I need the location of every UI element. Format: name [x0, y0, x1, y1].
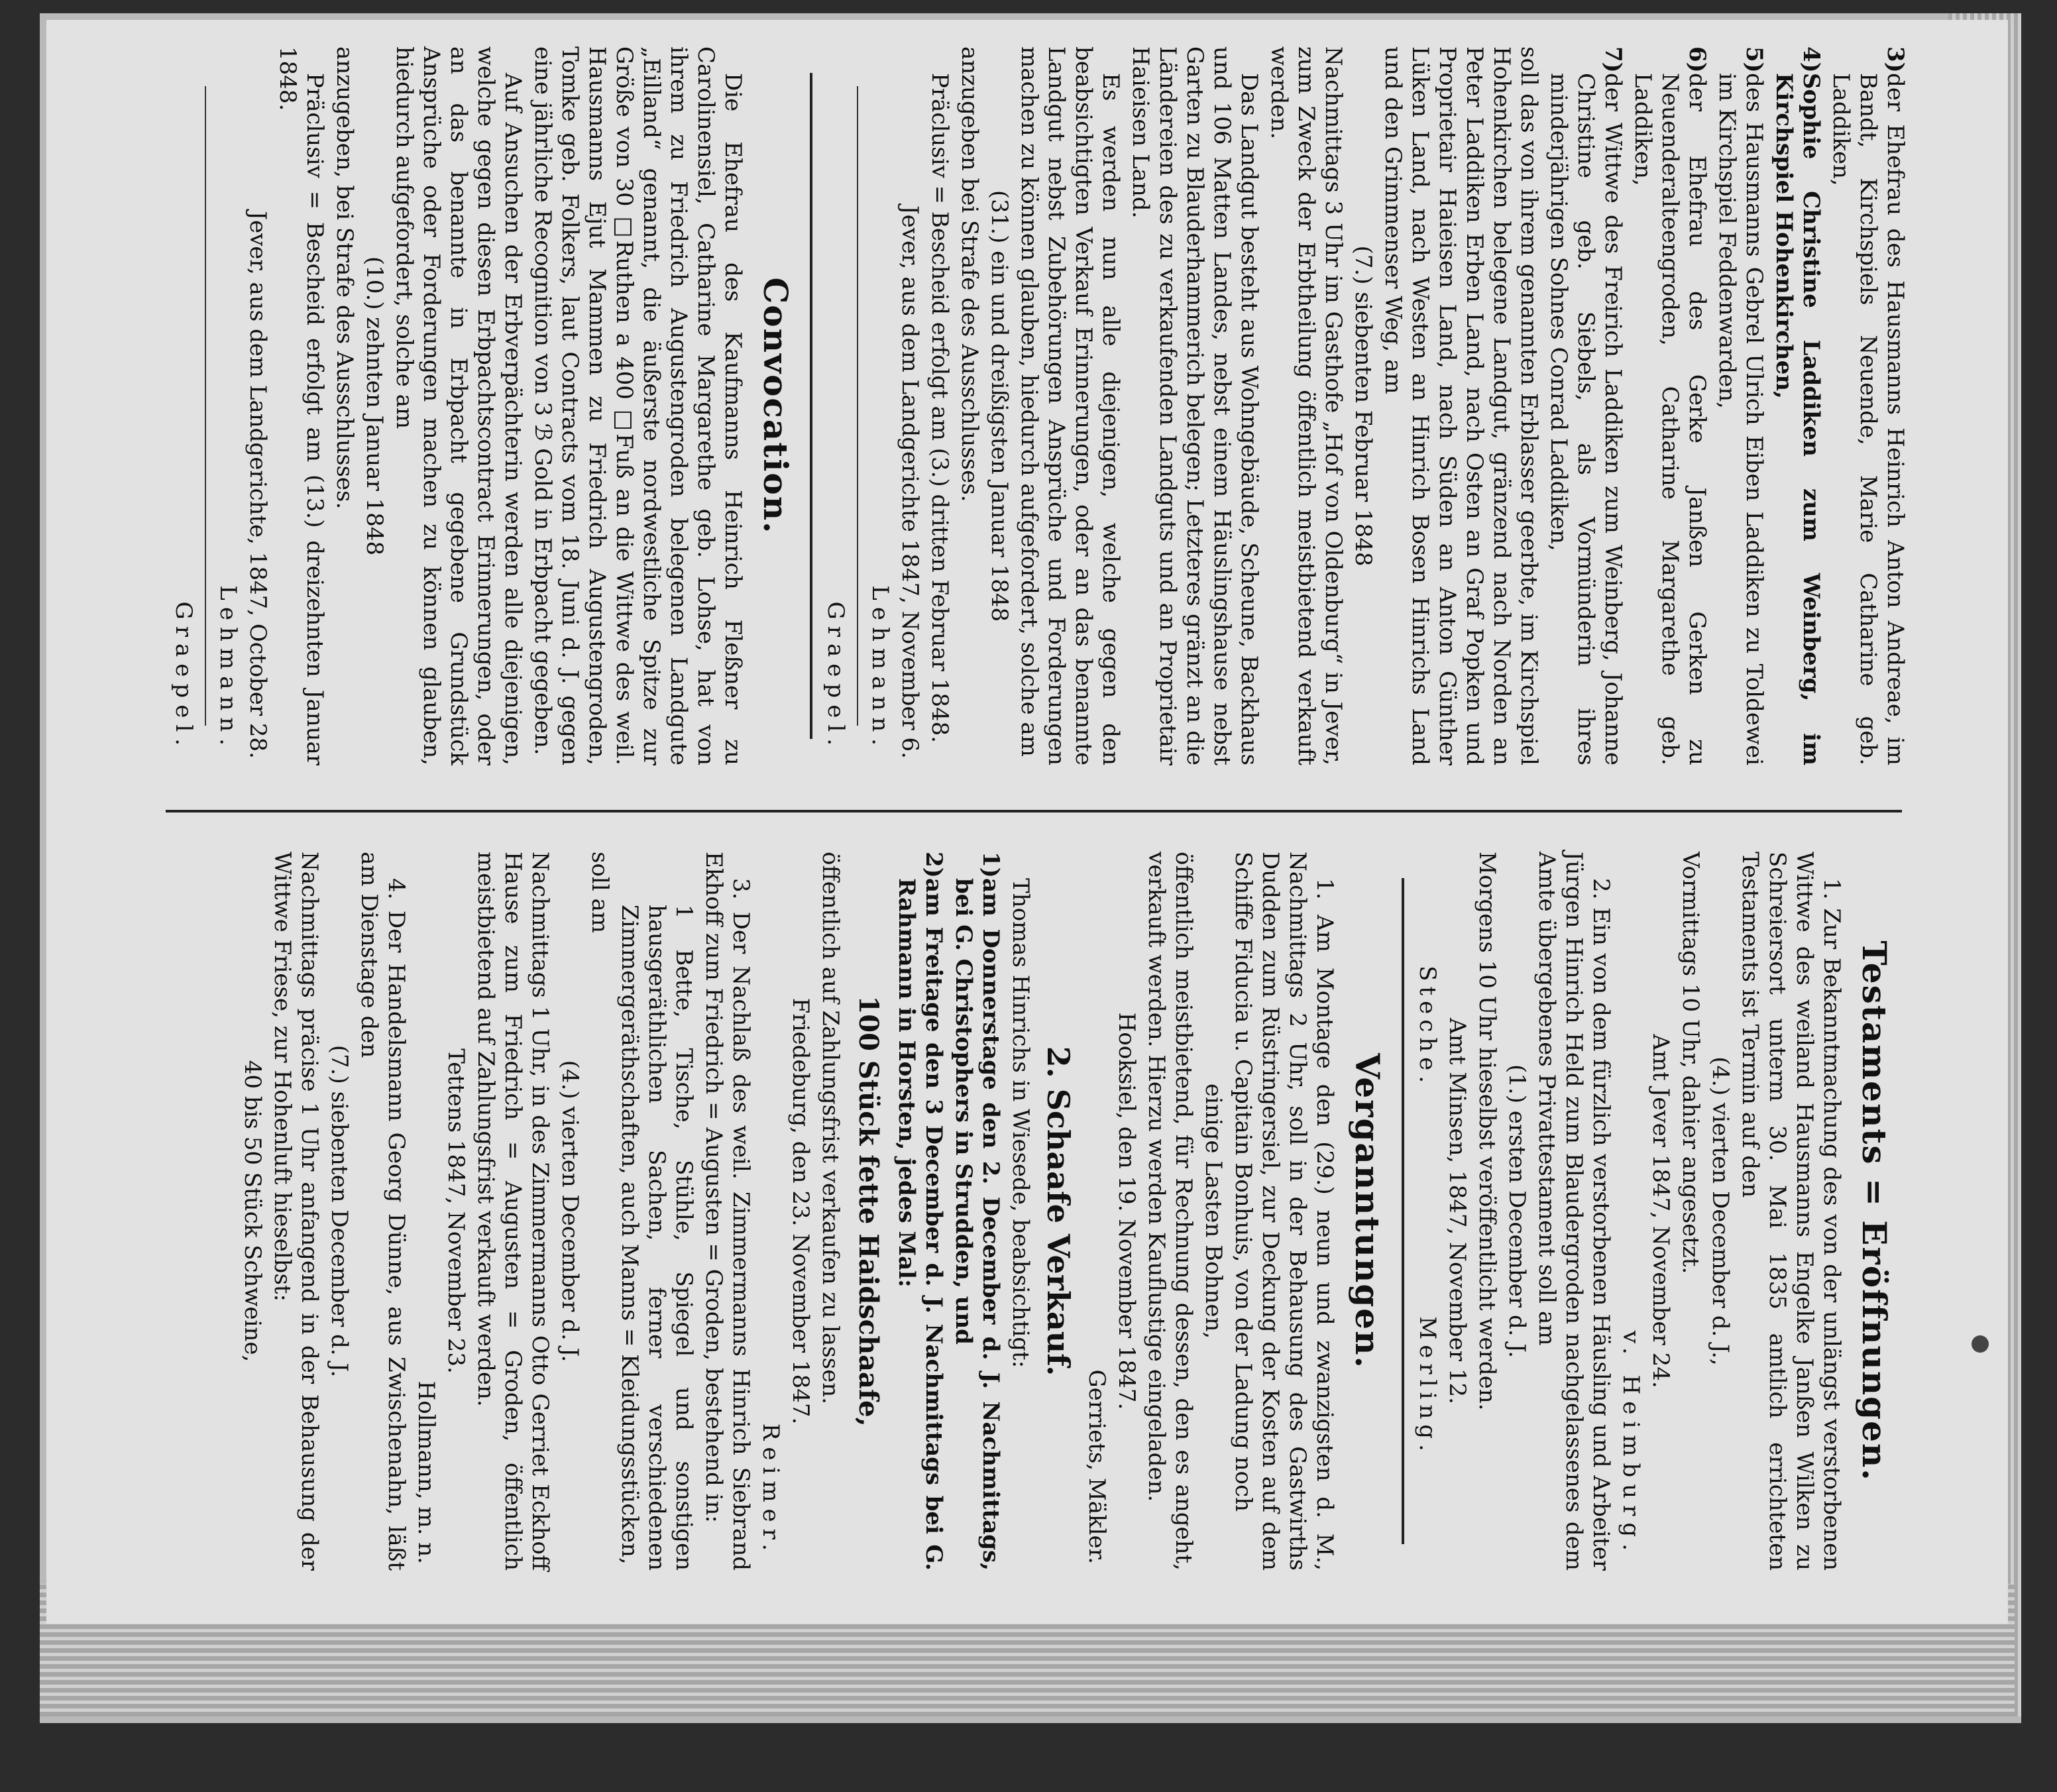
auction-1-goods: einige Lasten Bohnen,: [1200, 1083, 1227, 1339]
rotated-text-frame: [46, 20, 2008, 1597]
item-text: des Hausmanns Gebrel Ulrich Eiben Laddiken zu Toldewei im Kirchspiel Feddenwarden,: [1714, 73, 1767, 765]
auction-3: 3. Der Nachlaß des weil. Zimmermanns Hinrich Siebrand Ekhoff zum Friedrich = Augusten = Groden, bestehend in:: [700, 852, 754, 1571]
convocation-signature-lehmann: Lehmann.: [215, 585, 241, 752]
list-item: [1713, 46, 1767, 765]
auction-3-list: 1 Bette, Tische, Stühle, Spiegel und sonstigen hausgeräthlichen Sachen, ferner verschiedenen Zimmergeräthschaften, auch Manns = Kleidungsstücken,: [616, 905, 697, 1571]
item-number: 7): [1600, 46, 1626, 73]
left-column: [152, 46, 1909, 765]
testament-2-place: Amt Minsen, 1847, November 12.: [1444, 1018, 1471, 1404]
item-text: der Ehefrau des Gerke Janßen Gerken zu Neuenderalteengroden, Catharine Margarethe geb. Laddiken,: [1630, 73, 1710, 765]
section-rule: [1402, 878, 1404, 1544]
item-number: 6): [1684, 46, 1710, 73]
sheep-sale-title: 2. Schaafe Verkauf.: [1040, 1046, 1076, 1376]
claims-paragraph: Es werden nun alle diejenigen, welche gegen den beabsichtigten Verkauf Erinnerungen, oder an das benannte Landgut nebst Zubehörungen Ansprüche und Forderungen machen zu können glauben, hiedurch aufgefordert, solche am: [1016, 46, 1124, 765]
signature-divider: [857, 86, 858, 726]
list-item: [1629, 46, 1710, 765]
convocation-paragraph-2: Auf Ansuchen der Erbverpächterin werden alle diejenigen, welche gegen diesen Erbpachtscontract Erinnerungen, oder an das benannte in Erbpacht gegebene Grundstück Ansprüche oder Forderungen machen zu können glauben, hiedurch aufgefordert, solche am: [391, 46, 526, 765]
auction-1-signature: Gerriets, Mäkler.: [1084, 1369, 1110, 1564]
convocation-praeclusiv: Präclusiv = Bescheid erfolgt am (13.) dreizehnten Januar 1848.: [274, 46, 328, 765]
item-text: Sophie Christine Laddiken zum Weinberg, im Kirchspiel Hohenkirchen,: [1771, 73, 1824, 765]
testament-2: 2. Ein von dem fürzlich verstorbenen Häusling und Arbeiter Jürgen Hinrich Held zum Blaudergroden nachgelassenes dem Amte übergebenes Privattestament soll am: [1533, 852, 1614, 1571]
item-number: 4): [1798, 46, 1824, 73]
auction-4-goods: 40 bis 50 Stück Schweine,: [239, 1060, 266, 1363]
sheep-sale-tail: öffentlich auf Zahlungsfrist verkaufen zu lassen.: [817, 852, 844, 1404]
auction-1-tail: öffentlich meistbietend, für Rechnung dessen, den es angeht, verkauft werden. Hierzu werden Kauflustige eingeladen.: [1143, 852, 1197, 1571]
column-divider: [166, 810, 1902, 812]
praeclusiv-note: Präclusiv = Bescheid erfolgt am (3.) dritten Februar 1848.: [926, 73, 953, 744]
place-date: Jever, aus dem Landgerichte 1847, November 6.: [897, 205, 923, 759]
item-text: am Donnerstage den 2. December d. J. Nachmittags, bei G. Christophers in Strudden, und: [950, 878, 1004, 1571]
convocation-heading: Convocation.: [756, 277, 795, 535]
auction-1: 1. Am Montage den (29.) neun und zwanzigsten d. M., Nachmittags 2 Uhr, soll in der Behausung des Gastwirths Dudden zum Rüstringersiel, zur Deckung der Kosten auf dem Schiffe Fiducia u. Capitain Bonhuis, von der Ladung noch: [1230, 852, 1338, 1571]
signature-steche: Steche.: [1414, 966, 1441, 1089]
testament-2-date: (1.) ersten December d. J.: [1504, 1064, 1530, 1358]
item-number: 2): [920, 852, 947, 878]
testament-1-tail: Vormittags 10 Uhr, dahier angesetzt.: [1677, 852, 1704, 1274]
sheep-headline: 100 Stück fette Haidschaafe,: [853, 995, 884, 1427]
list-item: [893, 852, 947, 1571]
convocation-paragraph: Die Ehefrau des Kaufmanns Heinrich Fleßner zu Carolinensiel, Catharine Margarethe geb. Lohse, hat von ihrem zu Friedrich Augustengroden belegenen Landgute „Eilland“ genannt, die äußerste nordwestliche Spitze zur Größe von 30 □Ruthen a 400 □Fuß an die Wittwe des weil. Hausmanns Ejut Mammen zu Friedrich Augustengroden, Tomke geb. Folkers, laut Contracts vom 18. Juni d. J. gegen eine jährliche Recognition von 3 ℬ Gold in Erbpacht gegeben.: [529, 46, 746, 765]
convocation-tail: anzugeben, bei Strafe des Ausschlusses.: [331, 46, 358, 510]
signature-merling: Merling.: [1414, 1316, 1441, 1457]
list-item: [1545, 46, 1626, 765]
auction-4-tail: Nachmittags präcise 1 Uhr anfangend in der Behausung der Wittwe Friese, zur Hohenluft hieselbst:: [269, 852, 323, 1571]
testament-1-place: Amt Jever 1847, November 24.: [1647, 1034, 1674, 1388]
sale-paragraph: soll das von ihrem genannten Erblasser geerbte, im Kirchspiel Hohenkirchen belegene Landgut, gränzend nach Norden an Peter Laddiken Erben Land, nach Osten an Graf Popken und Proprietair Haieisen Land, nach Süden an Anton Günther Lüken Land, nach Westen an Hinrich Bosen Hinrichs Land und den Grimmenser Weg, am: [1380, 46, 1542, 765]
sheep-sale-intro: Thomas Hinrichs in Wiesede, beabsichtigt:: [1007, 878, 1034, 1369]
item-text: der Wittwe des Freirich Laddiken zum Weinberg, Johanne Christine geb. Siebels, als Vormünderin ihres minderjährigen Sohnes Conrad Laddiken,: [1545, 73, 1626, 765]
item-number: 1): [977, 852, 1004, 878]
item-text: der Ehefrau des Hausmanns Heinrich Anton Andreae, im Bandt, Kirchspiels Neuende, Marie Catharine geb. Laddiken,: [1828, 73, 1909, 765]
signature-reimer: Reimer.: [757, 1423, 784, 1557]
auction-3-tail: Nachmittags 1 Uhr, in des Zimmermanns Otto Gerriet Eckhoff Hause zum Friedrich = Augusten = Groden, öffentlich meistbietend auf Zahlungsfrist verkauft werden.: [473, 852, 553, 1571]
signature-hollmann: Hollmann, m. n.: [413, 1380, 439, 1564]
auction-3-date: (4.) vierten December d. J.: [557, 1060, 583, 1363]
sale-paragraph-2: Nachmittags 3 Uhr im Gasthofe „Hof von Oldenburg“ in Jever, zum Zweck der Erbtheilung öffentlich meistbietend verkauft werden.: [1266, 46, 1347, 765]
estate-paragraph: Das Landgut besteht aus Wohngebäude, Scheune, Backhaus und 106 Matten Landes, nebst einem Häuslingshause nebst Garten zu Blauderhammerich belegen; Letzteres gränzt an die Ländereien des zu verkaufenden Landguts und an Proprietair Haieisen Land.: [1127, 46, 1262, 765]
testament-1-date: (4.) vierten December d. J.,: [1707, 1056, 1734, 1366]
testament-2-tail: Morgens 10 Uhr hieselbst veröffentlicht werden.: [1474, 852, 1500, 1411]
claims-date: (31.) ein und dreißigsten Januar 1848: [986, 190, 1013, 622]
list-item: [950, 852, 1004, 1571]
signature-divider: [205, 86, 206, 726]
testament-1: 1. Zur Bekanntmachung des von der unlängst verstorbenen Wittwe des weiland Hausmanns Engelke Janßen Wilken zu Schreiersort unterm 30. Mai 1835 amtlich errichteten Testaments ist Termin auf den: [1737, 852, 1845, 1571]
verganntungen-heading: Verganntungen.: [1348, 1053, 1387, 1369]
claims-tail: anzugeben bei Strafe des Ausschlusses.: [956, 46, 983, 502]
item-text: am Freitage den 3 December d. J. Nachmittags bei G. Rahmann in Horsten, jedes Mal:: [893, 878, 947, 1571]
auction-4-date: (7.) siebenten December d. J.: [326, 1044, 353, 1378]
item-number: 3): [1882, 46, 1909, 73]
sheep-sale-place: Friedeburg, den 23. November 1847.: [787, 997, 814, 1425]
signature-graepel: Graepel.: [822, 601, 849, 752]
convocation-place-date: Jever, aus dem Landgerichte, 1847, October 28.: [245, 211, 271, 759]
list-item: [1827, 46, 1909, 765]
section-rule: [810, 73, 812, 739]
convocation-signature-graepel: Graepel.: [170, 601, 197, 752]
signature-lehmann: Lehmann.: [867, 585, 893, 752]
item-number: 5): [1741, 46, 1767, 73]
list-item: [1770, 46, 1824, 765]
auction-4: 4. Der Handelsmann Georg Dünne, aus Zwischenahn, läßt am Dienstage den: [356, 852, 410, 1571]
convocation-date: (10.) zehnten Januar 1848: [361, 256, 388, 556]
testament-heading: Testaments = Eröffnungen.: [1855, 940, 1894, 1482]
auction-3-place: Tettens 1847, November 23.: [443, 1048, 469, 1374]
testament-2-signatures: [1414, 852, 1441, 1571]
testament-1-signature: v. Heimburg.: [1618, 1330, 1644, 1557]
newspaper-page: [46, 20, 2008, 1624]
auction-3-soll: soll am: [586, 852, 613, 933]
right-column: [152, 852, 1909, 1571]
auction-1-place: Hooksiel, den 19. November 1847.: [1113, 1012, 1140, 1410]
sale-date: (7.) siebenten Februar 1848: [1350, 245, 1376, 567]
